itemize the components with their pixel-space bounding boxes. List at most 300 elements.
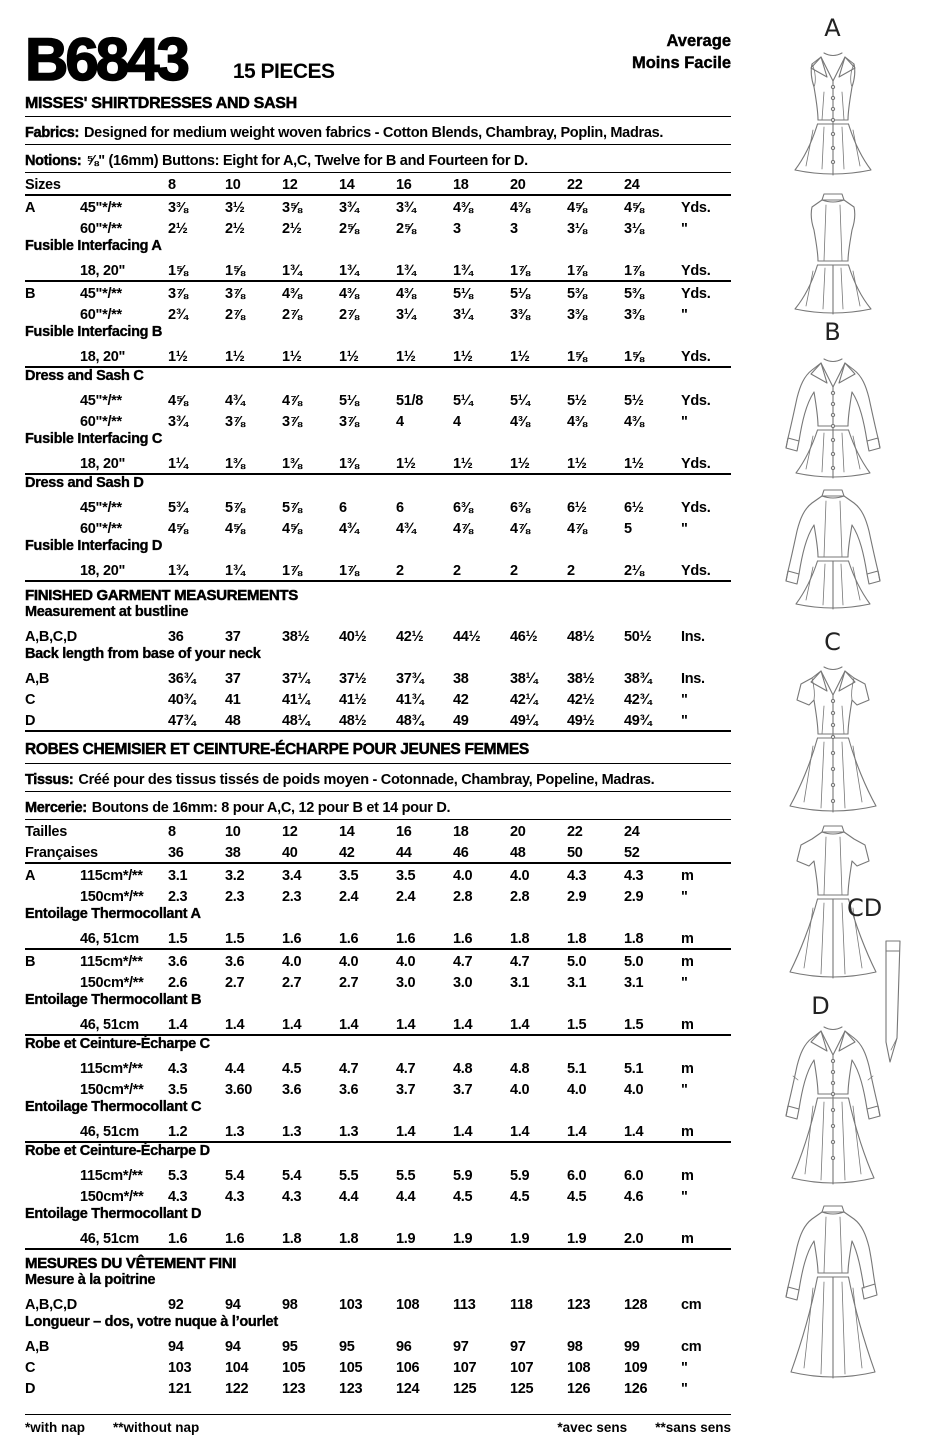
cell-value: 125	[453, 1381, 477, 1397]
fabrics-line	[25, 117, 731, 145]
cell-value: 98	[282, 1297, 298, 1313]
cell-value: 1.5	[567, 1017, 587, 1033]
footnote-with-nap: *with nap	[25, 1420, 85, 1435]
cell-value: 1½	[510, 349, 530, 365]
cell-value: 1½	[396, 349, 416, 365]
cell-value: 1½	[453, 456, 473, 472]
cell-value: 3.1	[624, 975, 644, 991]
row-sublabel: 45"*/**	[80, 286, 122, 302]
cell-value: 5.3	[168, 1168, 188, 1184]
cell-value: 4.8	[510, 1061, 530, 1077]
cell-value: 12	[282, 824, 298, 840]
cell-value: 126	[567, 1381, 591, 1397]
cell-value: 5⅞	[225, 500, 245, 516]
cell-value: 22	[567, 824, 583, 840]
view-label-cd: CD	[847, 894, 883, 922]
cell-value: 1.8	[567, 931, 587, 947]
cell-value: 2.9	[567, 889, 587, 905]
cell-value: 50½	[624, 629, 652, 645]
cell-value: 126	[624, 1381, 648, 1397]
finished-measurements-table-fr	[25, 1272, 731, 1398]
table-row	[25, 1164, 731, 1185]
cell-value: 1.4	[510, 1017, 530, 1033]
cell-value: 1.8	[339, 1231, 359, 1247]
dress-c-front-illustration	[766, 658, 900, 818]
cell-value: 2.3	[282, 889, 302, 905]
cell-value: 3.1	[168, 868, 188, 884]
cell-value: 41½	[339, 692, 367, 708]
table-section-row	[25, 473, 731, 496]
cell-value: 46	[453, 845, 469, 861]
row-sublabel: 46, 51cm	[80, 1017, 139, 1033]
row-label: A,B,C,D	[25, 1297, 77, 1313]
unit-label: "	[681, 1360, 688, 1376]
cell-value: 2.0	[624, 1231, 644, 1247]
mercerie-line	[25, 792, 731, 820]
cell-value: 4⅝	[225, 521, 245, 537]
cell-value: 3⅜	[168, 200, 188, 216]
cell-value: 2⅝	[339, 221, 359, 237]
cell-value: 5.5	[396, 1168, 416, 1184]
table-row	[25, 303, 731, 324]
table-row	[25, 280, 731, 303]
row-label: A	[25, 868, 36, 884]
cell-value: 41¾	[396, 692, 424, 708]
cell-value: 5.1	[624, 1061, 644, 1077]
cell-value: 1.6	[396, 931, 416, 947]
cell-value: 38½	[567, 671, 595, 687]
cell-value: 122	[225, 1381, 249, 1397]
cell-value: 1.9	[567, 1231, 587, 1247]
cell-value: 38¾	[624, 671, 652, 687]
cell-value: 2½	[168, 221, 188, 237]
cell-value: 92	[168, 1297, 184, 1313]
cell-value: 1⅝	[225, 263, 245, 279]
cell-value: 16	[396, 177, 412, 193]
row-sublabel: 45"*/**	[80, 393, 122, 409]
cell-value: 1⅝	[624, 349, 644, 365]
cell-value: 4¾	[225, 393, 245, 409]
row-label: Françaises	[25, 845, 98, 861]
cell-value: 49¾	[624, 713, 652, 729]
cell-value: 96	[396, 1339, 412, 1355]
cell-value: 4.5	[510, 1189, 530, 1205]
unit-label: Yds.	[681, 393, 711, 409]
table-section-row	[25, 1206, 731, 1227]
cell-value: 118	[510, 1297, 533, 1313]
cell-value: 95	[339, 1339, 355, 1355]
yardage-table-french	[25, 820, 731, 1248]
pieces-count: 15 PIECES	[232, 60, 335, 83]
cell-value: 4⅝	[282, 521, 302, 537]
unit-label: "	[681, 889, 688, 905]
cell-value: 2.4	[396, 889, 416, 905]
unit-label: m	[681, 868, 694, 884]
unit-label: "	[681, 521, 688, 537]
section-label: Dress and Sash C	[25, 368, 144, 384]
section-label: Back length from base of your neck	[25, 646, 261, 662]
cell-value: 20	[510, 177, 526, 193]
cell-value: 3⅝	[282, 200, 302, 216]
dress-a-back-illustration	[768, 188, 898, 318]
row-label: A,B,C,D	[25, 629, 77, 645]
row-sublabel: 18, 20"	[80, 563, 126, 579]
cell-value: 3⅞	[225, 414, 245, 430]
table-row	[25, 688, 731, 709]
cell-value: 4	[453, 414, 461, 430]
table-section-row	[25, 366, 731, 389]
cell-value: 94	[225, 1339, 241, 1355]
cell-value: 4.0	[624, 1082, 644, 1098]
cell-value: 1⅞	[282, 563, 302, 579]
table-row	[25, 820, 731, 841]
row-label: A	[25, 200, 36, 216]
cell-value: 3¾	[168, 414, 188, 430]
cell-value: 3.7	[396, 1082, 416, 1098]
mercerie-label: Mercerie:	[25, 800, 87, 816]
unit-label: "	[681, 1189, 688, 1205]
cell-value: 42	[339, 845, 355, 861]
cell-value: 1½	[567, 456, 587, 472]
cell-value: 4⅞	[567, 521, 587, 537]
cell-value: 1½	[510, 456, 530, 472]
cell-value: 98	[567, 1339, 583, 1355]
cell-value: 4⅝	[168, 521, 188, 537]
unit-label: Yds.	[681, 563, 711, 579]
cell-value: 49	[453, 713, 469, 729]
cell-value: 3¾	[396, 200, 416, 216]
cell-value: 12	[282, 177, 298, 193]
cell-value: 2.8	[453, 889, 473, 905]
cell-value: 1.5	[225, 931, 245, 947]
cell-value: 4¾	[339, 521, 359, 537]
cell-value: 3½	[225, 200, 245, 216]
difficulty-english: Average	[666, 32, 731, 50]
cell-value: 4.7	[339, 1061, 359, 1077]
garment-illustrations	[733, 0, 932, 1398]
cell-value: 2	[453, 563, 461, 579]
footnote-avec-sens: *avec sens	[557, 1420, 628, 1435]
section-label: Measurement at bustline	[25, 604, 189, 620]
cell-value: 46½	[510, 629, 538, 645]
table-section-row	[25, 1272, 731, 1293]
cell-value: 5⅜	[624, 286, 644, 302]
mercerie-text: Boutons de 16mm: 8 pour A,C, 12 pour B et 14 pour D.	[91, 800, 451, 816]
cell-value: 1.2	[168, 1124, 188, 1140]
row-sublabel: 60"*/**	[80, 414, 122, 430]
finished-measurements-heading-en: FINISHED GARMENT MEASUREMENTS	[25, 580, 731, 604]
cell-value: 1.8	[510, 931, 530, 947]
section-label: Fusible Interfacing C	[25, 431, 163, 447]
cell-value: 1.3	[282, 1124, 302, 1140]
cell-value: 6⅜	[510, 500, 530, 516]
unit-label: Yds.	[681, 500, 711, 516]
cell-value: 3.5	[396, 868, 416, 884]
table-row	[25, 709, 731, 730]
cell-value: 8	[168, 177, 176, 193]
cell-value: 5¼	[510, 393, 530, 409]
row-label: C	[25, 692, 36, 708]
unit-label: m	[681, 1061, 694, 1077]
cell-value: 37	[225, 671, 241, 687]
cell-value: 4⅜	[339, 286, 359, 302]
cell-value: 4.7	[453, 954, 473, 970]
cell-value: 41¼	[282, 692, 310, 708]
cell-value: 1.4	[453, 1124, 473, 1140]
cell-value: 1.4	[396, 1124, 416, 1140]
cell-value: 1.6	[225, 1231, 245, 1247]
table-row	[25, 1013, 731, 1034]
row-label: D	[25, 713, 36, 729]
unit-label: m	[681, 1017, 694, 1033]
cell-value: 4⅞	[453, 521, 473, 537]
cell-value: 3¾	[339, 200, 359, 216]
cell-value: 3.1	[567, 975, 587, 991]
row-sublabel: 45"*/**	[80, 200, 122, 216]
table-row	[25, 389, 731, 410]
cell-value: 5⅛	[339, 393, 359, 409]
cell-value: 3.6	[168, 954, 188, 970]
cell-value: 4.4	[225, 1061, 245, 1077]
cell-value: 97	[453, 1339, 469, 1355]
cell-value: 24	[624, 824, 640, 840]
row-label: B	[25, 954, 36, 970]
table-row	[25, 196, 731, 217]
section-label: Entoilage Thermocollant A	[25, 906, 201, 922]
cell-value: 48¼	[282, 713, 310, 729]
cell-value: 2.7	[339, 975, 359, 991]
row-sublabel: 46, 51cm	[80, 1124, 139, 1140]
row-sublabel: 18, 20"	[80, 263, 126, 279]
cell-value: 3¼	[453, 307, 473, 323]
cell-value: 4⅜	[510, 414, 530, 430]
row-sublabel: 150cm*/**	[80, 889, 144, 905]
row-label: A,B	[25, 1339, 50, 1355]
cell-value: 1½	[453, 349, 473, 365]
row-label: A,B	[25, 671, 50, 687]
footnote-without-nap: **without nap	[113, 1420, 200, 1435]
row-sublabel: 115cm*/**	[80, 868, 143, 884]
row-sublabel: 45"*/**	[80, 500, 122, 516]
cell-value: 4.6	[624, 1189, 644, 1205]
cell-value: 1.8	[282, 1231, 302, 1247]
cell-value: 1⅜	[225, 456, 245, 472]
cell-value: 1¾	[282, 263, 302, 279]
cell-value: 4.3	[624, 868, 644, 884]
dress-b-back-illustration	[758, 484, 908, 614]
cell-value: 20	[510, 824, 526, 840]
cell-value: 52	[624, 845, 640, 861]
dress-d-back-illustration	[758, 1200, 908, 1390]
cell-value: 1.4	[510, 1124, 530, 1140]
cell-value: 5.1	[567, 1061, 587, 1077]
fabrics-label: Fabrics:	[25, 125, 80, 141]
cell-value: 3.2	[225, 868, 245, 884]
table-section-row	[25, 1141, 731, 1164]
row-sublabel: 60"*/**	[80, 221, 122, 237]
cell-value: 4.3	[225, 1189, 245, 1205]
cell-value: 3⅞	[339, 414, 359, 430]
cell-value: 3⅜	[567, 307, 587, 323]
unit-label: cm	[681, 1339, 702, 1355]
cell-value: 6	[396, 500, 404, 516]
cell-value: 1½	[624, 456, 644, 472]
cell-value: 40¾	[168, 692, 196, 708]
cell-value: 3⅛	[624, 221, 644, 237]
difficulty-french: Moins Facile	[631, 54, 731, 72]
cell-value: 50	[567, 845, 583, 861]
cell-value: 49¼	[510, 713, 538, 729]
cell-value: 105	[339, 1360, 363, 1376]
cell-value: 4.0	[339, 954, 359, 970]
table-section-row	[25, 906, 731, 927]
cell-value: 37½	[339, 671, 367, 687]
cell-value: 51/8	[396, 393, 424, 409]
cell-value: 42¾	[624, 692, 652, 708]
table-row	[25, 1335, 731, 1356]
table-row	[25, 1377, 731, 1398]
cell-value: 48½	[339, 713, 367, 729]
cell-value: 1.9	[396, 1231, 416, 1247]
row-sublabel: 150cm*/**	[80, 1082, 144, 1098]
cell-value: 3	[510, 221, 518, 237]
unit-label: Ins.	[681, 629, 705, 645]
cell-value: 4.5	[282, 1061, 302, 1077]
cell-value: 14	[339, 824, 355, 840]
dress-b-front-illustration	[758, 350, 908, 482]
row-sublabel: 115cm*/**	[80, 1168, 143, 1184]
cell-value: 4⅞	[510, 521, 530, 537]
cell-value: 4¾	[396, 521, 416, 537]
cell-value: 36¾	[168, 671, 196, 687]
cell-value: 2	[567, 563, 575, 579]
cell-value: 4⅜	[396, 286, 416, 302]
row-sublabel: 46, 51cm	[80, 931, 139, 947]
cell-value: 2⅞	[282, 307, 302, 323]
cell-value: 5⅜	[567, 286, 587, 302]
cell-value: 4⅜	[453, 200, 473, 216]
tissus-text: Créé pour des tissus tissés de poids moyen - Cotonnade, Chambray, Popeline, Madras.	[78, 772, 655, 788]
cell-value: 4.5	[567, 1189, 587, 1205]
unit-label: m	[681, 931, 694, 947]
fabrics-text: Designed for medium weight woven fabrics - Cotton Blends, Chambray, Poplin, Madras.	[84, 125, 664, 141]
unit-label: "	[681, 414, 688, 430]
cell-value: 2½	[225, 221, 245, 237]
table-row	[25, 1078, 731, 1099]
dress-d-front-illustration	[758, 1018, 908, 1194]
cell-value: 1.4	[624, 1124, 644, 1140]
cell-value: 1.4	[339, 1017, 359, 1033]
cell-value: 3.5	[168, 1082, 188, 1098]
table-row	[25, 667, 731, 688]
cell-value: 2.3	[168, 889, 188, 905]
cell-value: 16	[396, 824, 412, 840]
cell-value: 107	[510, 1360, 534, 1376]
table-row	[25, 1120, 731, 1141]
cell-value: 1.6	[168, 1231, 188, 1247]
cell-value: 108	[567, 1360, 591, 1376]
cell-value: 6	[339, 500, 347, 516]
cell-value: 104	[225, 1360, 249, 1376]
table-section-row	[25, 324, 731, 345]
cell-value: 37¾	[396, 671, 424, 687]
table-row	[25, 173, 731, 196]
finished-measurements-table-en	[25, 604, 731, 730]
difficulty-rating	[632, 30, 731, 88]
cell-value: 2⅛	[624, 563, 644, 579]
cell-value: 42½	[567, 692, 595, 708]
cell-value: 4.8	[453, 1061, 473, 1077]
section-label: Fusible Interfacing D	[25, 538, 163, 554]
cell-value: 109	[624, 1360, 648, 1376]
row-sublabel: 115cm*/**	[80, 1061, 143, 1077]
table-row	[25, 1356, 731, 1377]
cell-value: 1.5	[168, 931, 188, 947]
table-section-row	[25, 1034, 731, 1057]
cell-value: 42¼	[510, 692, 538, 708]
section-label: Dress and Sash D	[25, 475, 144, 491]
cell-value: 105	[282, 1360, 306, 1376]
cell-value: 1.4	[168, 1017, 188, 1033]
cell-value: 5.4	[282, 1168, 302, 1184]
row-sublabel: 60"*/**	[80, 521, 122, 537]
cell-value: 2	[396, 563, 404, 579]
section-label: Fusible Interfacing B	[25, 324, 163, 340]
table-row	[25, 1227, 731, 1248]
cell-value: 1.4	[225, 1017, 245, 1033]
view-label-b: B	[824, 318, 841, 346]
unit-label: Yds.	[681, 200, 711, 216]
cell-value: 4.5	[453, 1189, 473, 1205]
table-section-row	[25, 1314, 731, 1335]
cell-value: 4⅝	[624, 200, 644, 216]
cell-value: 1.9	[510, 1231, 530, 1247]
cell-value: 2⅞	[339, 307, 359, 323]
cell-value: 49½	[567, 713, 595, 729]
cell-value: 2¾	[168, 307, 188, 323]
unit-label: "	[681, 975, 688, 991]
cell-value: 4.7	[396, 1061, 416, 1077]
table-section-row	[25, 1099, 731, 1120]
section-label: Robe et Ceinture-Écharpe D	[25, 1143, 210, 1159]
cell-value: 48½	[567, 629, 595, 645]
cell-value: 10	[225, 824, 241, 840]
cell-value: 4⅜	[624, 414, 644, 430]
cell-value: 4⅜	[510, 200, 530, 216]
pattern-title: MISSES' SHIRTDRESSES AND SASH	[25, 88, 731, 117]
cell-value: 1.9	[453, 1231, 473, 1247]
table-section-row	[25, 238, 731, 259]
table-row	[25, 885, 731, 906]
unit-label: Ins.	[681, 671, 705, 687]
cell-value: 1.6	[453, 931, 473, 947]
cell-value: 4⅜	[282, 286, 302, 302]
cell-value: 5.0	[567, 954, 587, 970]
yardage-table-english	[25, 173, 731, 580]
cell-value: 1½	[282, 349, 302, 365]
unit-label: "	[681, 1082, 688, 1098]
cell-value: 14	[339, 177, 355, 193]
cell-value: 47¾	[168, 713, 196, 729]
cell-value: 2.4	[339, 889, 359, 905]
unit-label: Yds.	[681, 349, 711, 365]
table-row	[25, 927, 731, 948]
cell-value: 1⅜	[339, 456, 359, 472]
cell-value: 1¾	[339, 263, 359, 279]
cell-value: 4.3	[168, 1061, 188, 1077]
cell-value: 5⅞	[282, 500, 302, 516]
view-label-a: A	[824, 14, 841, 42]
